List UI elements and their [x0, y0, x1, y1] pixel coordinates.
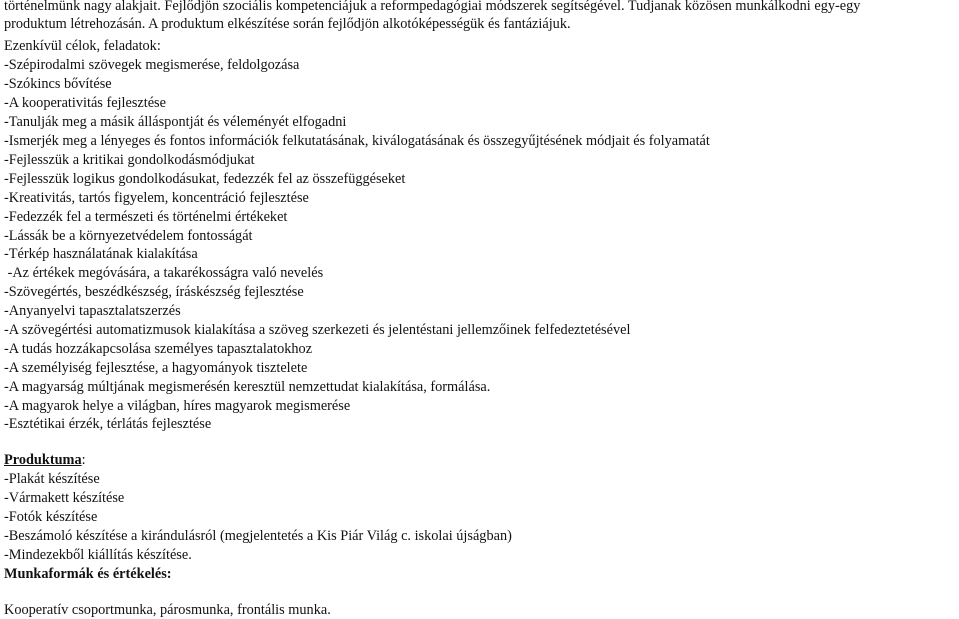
goal-item: -Anyanyelvi tapasztalatszerzés: [4, 303, 181, 319]
intro-line-2: produktum létrehozásán. A produktum elkészítése során fejlődjön alkotóképességük és fantáziájuk.: [4, 16, 571, 32]
product-item: -Beszámoló készítése a kirándulásról (megjelentetés a Kis Piár Világ c. iskolai újságban): [4, 528, 512, 544]
intro-line-1: történelmünk nagy alakjait. Fejlődjön szociális kompetenciájuk a reformpedagógiai módszerek segítségével. Tudjanak közösen munkálkodni egy-egy: [4, 0, 861, 14]
goal-item: -A szövegértési automatizmusok kialakítása a szöveg szerkezeti és jelentéstani jellemzőinek felfedeztetésével: [4, 322, 631, 338]
goal-item: -Fejlesszük logikus gondolkodásukat, fedezzék fel az összefüggéseket: [4, 171, 406, 187]
goal-item: -Kreativitás, tartós figyelem, koncentráció fejlesztése: [4, 190, 309, 206]
methods-text: Kooperatív csoportmunka, párosmunka, frontális munka.: [4, 602, 331, 618]
product-item: -Vármakett készítése: [4, 490, 125, 506]
goal-item: -Ismerjék meg a lényeges és fontos információk felkutatásának, kiválogatásának és összegyűjtésének módjait és folyamatát: [4, 133, 710, 149]
goal-item: -Fedezzék fel a természeti és történelmi értékeket: [4, 209, 288, 225]
goal-item: -Szépirodalmi szövegek megismerése, feldolgozása: [4, 57, 300, 73]
goal-item: -A magyarok helye a világban, híres magyarok megismerése: [4, 398, 351, 414]
goal-item: -A tudás hozzákapcsolása személyes tapasztalatokhoz: [4, 341, 313, 357]
product-item: -Mindezekből kiállítás készítése.: [4, 547, 192, 563]
goal-item: -Térkép használatának kialakítása: [4, 246, 198, 262]
methods-heading: Munkaformák és értékelés:: [4, 566, 172, 582]
product-heading-line: [4, 451, 86, 469]
goal-item: -Lássák be a környezetvédelem fontosságát: [4, 228, 253, 244]
goal-item: -A magyarság múltjának megismerésén keresztül nemzettudat kialakítása, formálása.: [4, 379, 491, 395]
product-item: -Fotók készítése: [4, 509, 98, 525]
goal-item: -Az értékek megóvására, a takarékosságra való nevelés: [4, 265, 324, 281]
product-item: -Plakát készítése: [4, 471, 100, 487]
product-heading-colon: :: [81, 452, 86, 468]
goal-item: -Esztétikai érzék, térlátás fejlesztése: [4, 416, 212, 432]
goal-item: -Tanulják meg a másik álláspontját és véleményét elfogadni: [4, 114, 347, 130]
goal-item: -Szókincs bővítése: [4, 76, 112, 92]
goal-item: -A kooperativitás fejlesztése: [4, 95, 166, 111]
goals-heading: Ezenkívül célok, feladatok:: [4, 38, 161, 54]
product-heading: Produktuma: [4, 452, 82, 468]
goal-item: -Fejlesszük a kritikai gondolkodásmódjukat: [4, 152, 255, 168]
goal-item: -A személyiség fejlesztése, a hagyományok tisztelete: [4, 360, 308, 376]
goal-item: -Szövegértés, beszédkészség, íráskészség fejlesztése: [4, 284, 304, 300]
